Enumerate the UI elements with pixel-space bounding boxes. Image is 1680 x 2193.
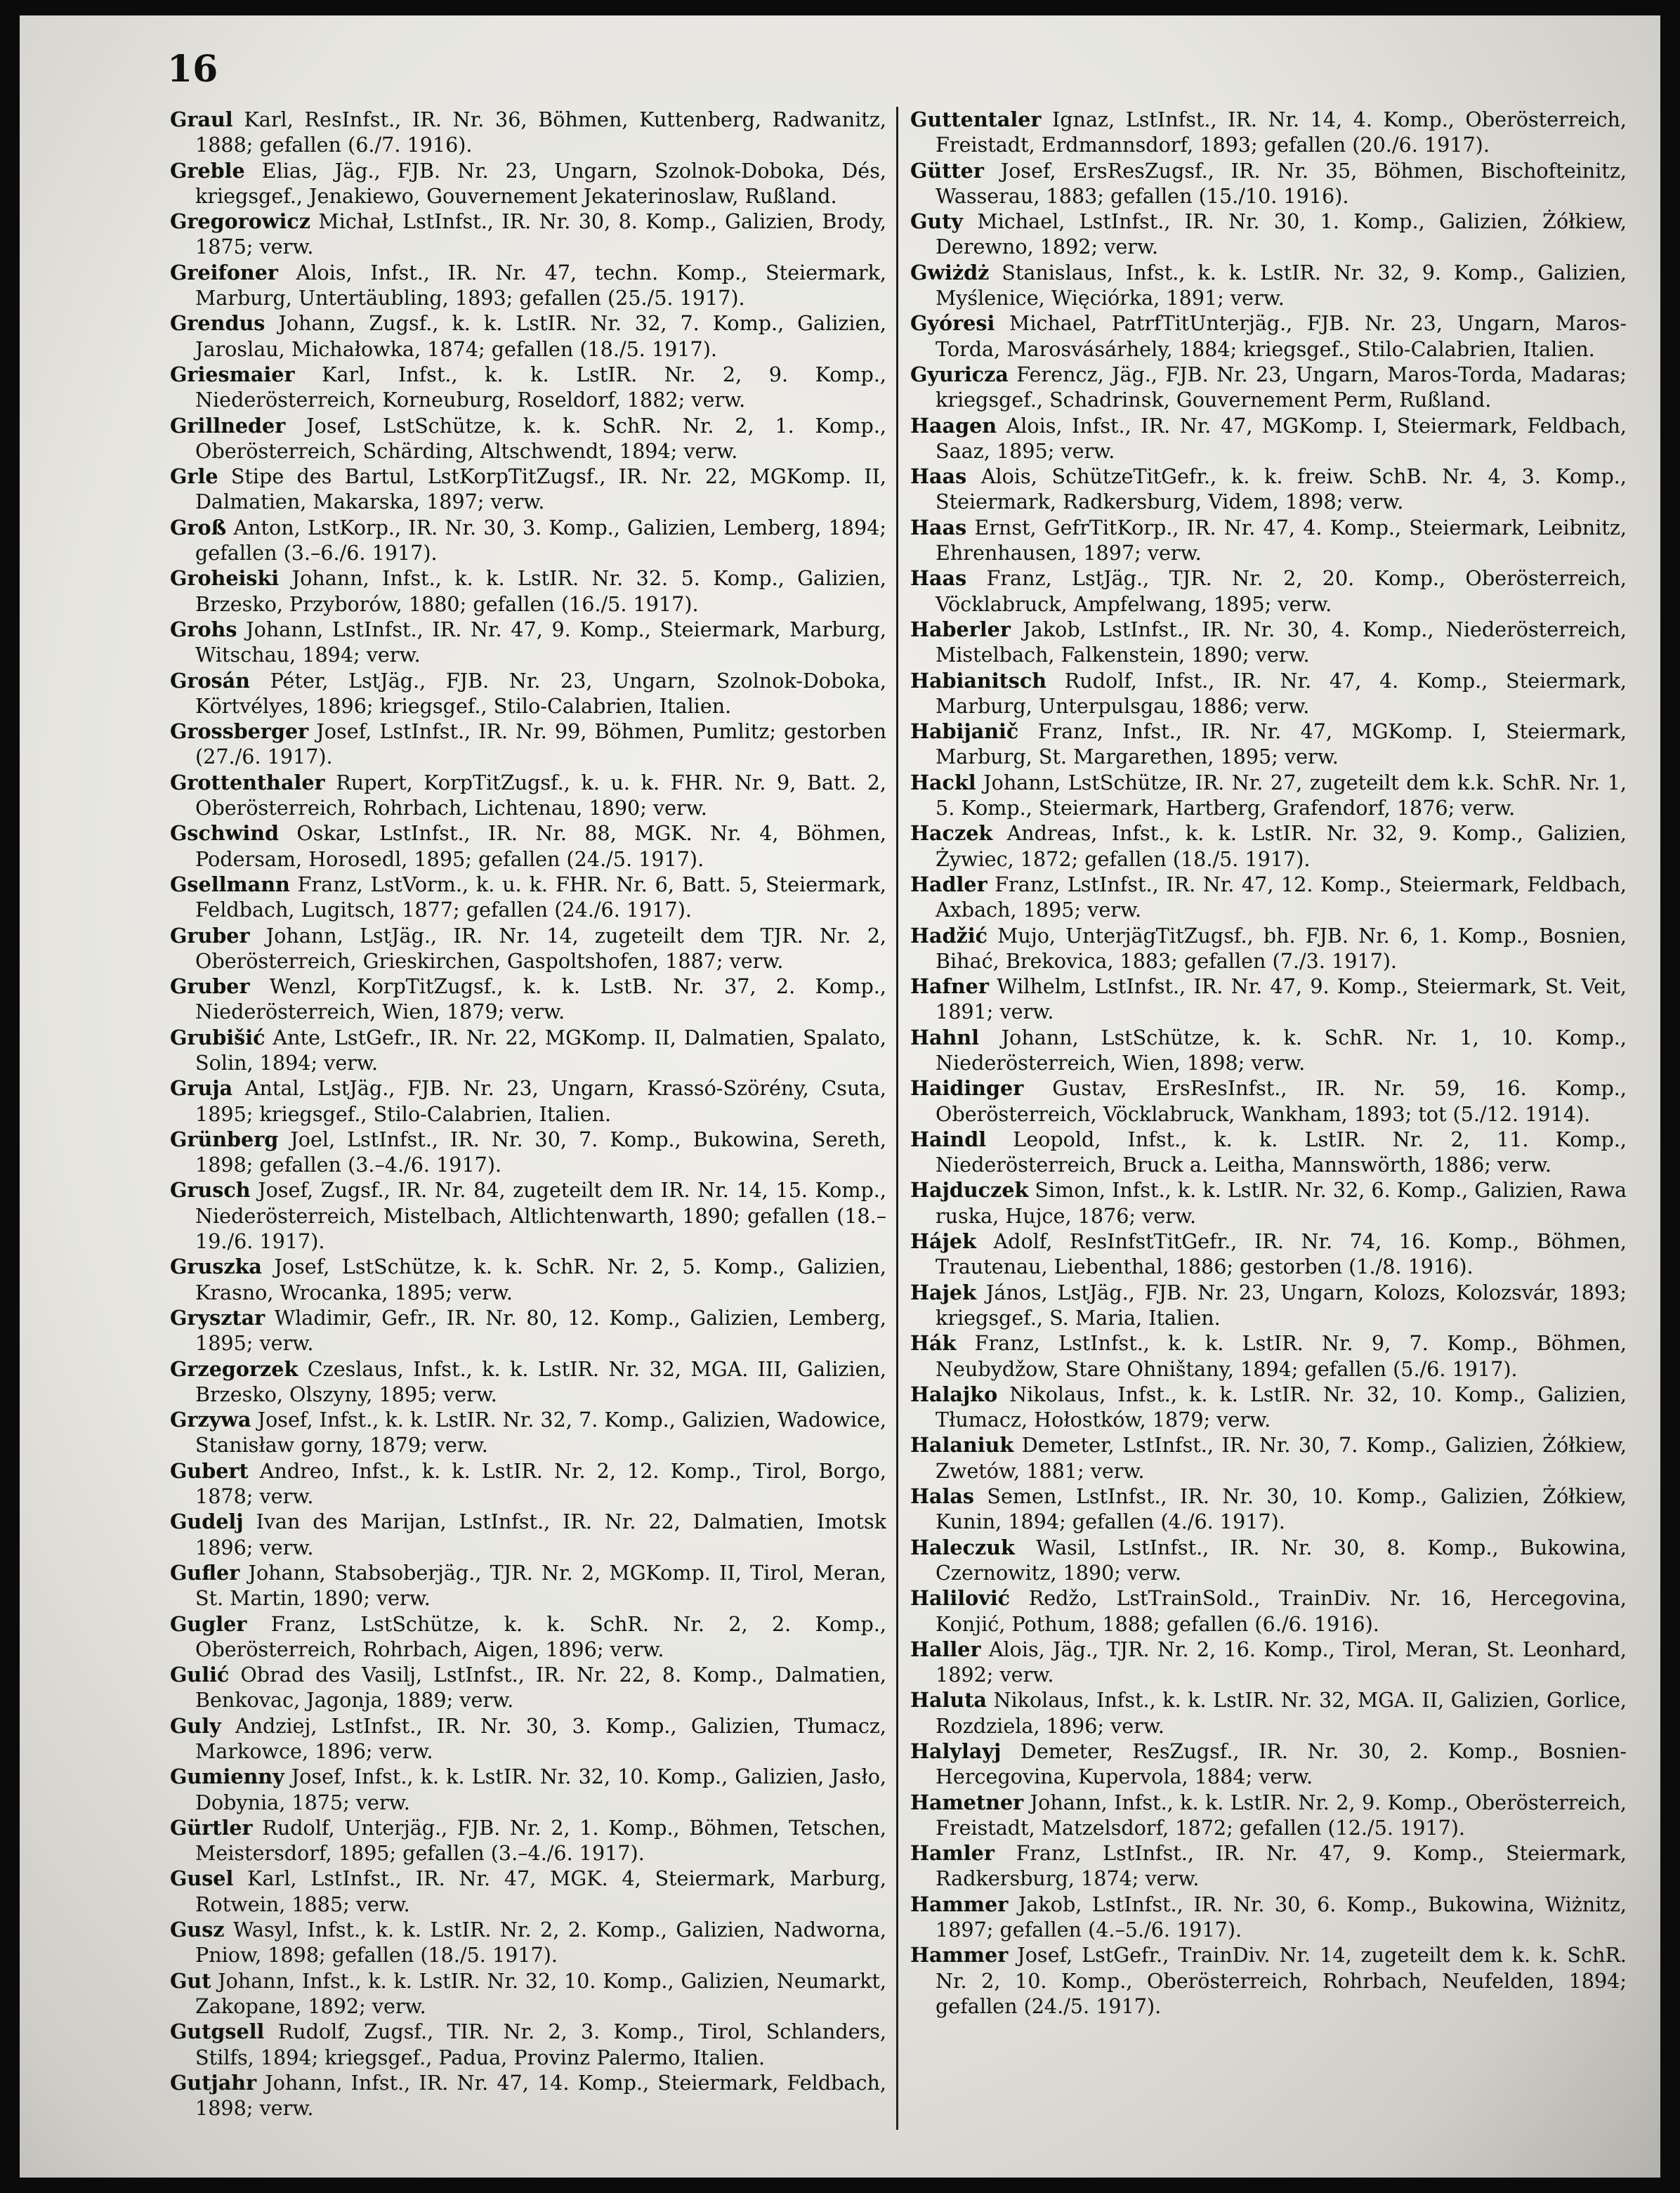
entry-surname: Gugler — [170, 1611, 247, 1636]
register-entry — [170, 974, 886, 1025]
document-page — [20, 15, 1660, 2178]
entry-details: Johann, Infst., k. k. LstIR. Nr. 32. 5. Komp., Galizien, Brzesko, Przyborów, 1880; gefallen (16./5. 1917). — [195, 566, 886, 616]
entry-details: Andreas, Infst., k. k. LstIR. Nr. 32, 9. Komp., Galizien, Żywiec, 1872; gefallen (18./5. 1917). — [936, 821, 1627, 871]
entry-surname: Habianitsch — [910, 668, 1047, 693]
entry-details: Michael, PatrfTitUnterjäg., FJB. Nr. 23, Ungarn, Maros-Torda, Marosvásárhely, 1884; kriegsgef., Stilo-Calabrien, Italien. — [936, 311, 1627, 361]
register-entry — [910, 872, 1627, 923]
entry-details: Simon, Infst., k. k. LstIR. Nr. 32, 6. Komp., Galizien, Rawa ruska, Hujce, 1876; verw. — [936, 1178, 1627, 1228]
entry-details: Oskar, LstInfst., IR. Nr. 88, MGK. Nr. 4, Böhmen, Podersam, Horosedl, 1895; gefallen (24./5. 1917). — [195, 821, 886, 871]
entry-details: Michael, LstInfst., IR. Nr. 30, 1. Komp., Galizien, Żółkiew, Derewno, 1892; verw. — [936, 209, 1627, 259]
entry-surname: Haluta — [910, 1688, 987, 1713]
entry-surname: Haczek — [910, 821, 993, 846]
register-entry — [910, 923, 1627, 974]
entry-surname: Grohs — [170, 617, 237, 641]
register-entry — [170, 1815, 886, 1866]
entry-surname: Gyuricza — [910, 362, 1009, 386]
entry-surname: Grubišić — [170, 1025, 265, 1049]
entry-surname: Gumienny — [170, 1765, 284, 1789]
entry-details: Wasil, LstInfst., IR. Nr. 30, 8. Komp., Bukowina, Czernowitz, 1890; verw. — [936, 1535, 1627, 1585]
entry-surname: Hammer — [910, 1943, 1009, 1968]
entry-surname: Haas — [910, 566, 967, 591]
register-entry — [170, 565, 886, 617]
register-entry — [170, 1127, 886, 1178]
entry-surname: Gulić — [170, 1663, 230, 1687]
register-entry — [170, 1866, 886, 1917]
entry-details: Nikolaus, Infst., k. k. LstIR. Nr. 32, 10. Komp., Galizien, Tłumacz, Hołostków, 1879; verw. — [936, 1382, 1627, 1432]
entry-details: Demeter, ResZugsf., IR. Nr. 30, 2. Komp., Bosnien-Hercegovina, Kupervola, 1884; verw. — [936, 1739, 1627, 1789]
entry-details: Johann, Infst., IR. Nr. 47, 14. Komp., Steiermark, Feldbach, 1898; verw. — [195, 2070, 886, 2121]
entry-details: Rudolf, Zugsf., TIR. Nr. 2, 3. Komp., Tirol, Schlanders, Stilfs, 1894; kriegsgef., Padua, Provinz Palermo, Italien. — [195, 2019, 886, 2069]
entry-details: Ignaz, LstInfst., IR. Nr. 14, 4. Komp., Oberösterreich, Freistadt, Erdmannsdorf, 1893; gefallen (20./6. 1917). — [936, 107, 1627, 157]
entry-surname: Grottenthaler — [170, 770, 325, 794]
entry-surname: Hadler — [910, 872, 987, 896]
register-entry — [910, 413, 1627, 464]
entry-surname: Hafner — [910, 974, 989, 999]
register-entry — [910, 515, 1627, 566]
register-entry — [910, 617, 1627, 668]
register-entry — [170, 1075, 886, 1127]
entry-details: Ante, LstGefr., IR. Nr. 22, MGKomp. II, Dalmatien, Spalato, Solin, 1894; verw. — [195, 1025, 886, 1075]
entry-surname: Hamler — [910, 1841, 995, 1866]
entry-details: Wladimir, Gefr., IR. Nr. 80, 12. Komp., Galizien, Lemberg, 1895; verw. — [195, 1305, 886, 1356]
register-entry — [170, 1968, 886, 2019]
entry-details: Michał, LstInfst., IR. Nr. 30, 8. Komp., Galizien, Brody, 1875; verw. — [195, 209, 886, 259]
register-entry — [910, 1432, 1627, 1484]
entry-surname: Halylayj — [910, 1739, 1002, 1763]
entry-details: Wilhelm, LstInfst., IR. Nr. 47, 9. Komp., Steiermark, St. Veit, 1891; verw. — [936, 974, 1627, 1024]
entry-details: Karl, Infst., k. k. LstIR. Nr. 2, 9. Komp., Niederösterreich, Korneuburg, Roseldorf, 1882; verw. — [195, 362, 886, 412]
register-entry — [170, 770, 886, 821]
entry-details: Franz, LstInfst., k. k. LstIR. Nr. 9, 7. Komp., Böhmen, Neubydžow, Stare Ohništany, 1894; gefallen (5./6. 1917). — [936, 1331, 1627, 1381]
register-entry — [170, 1407, 886, 1458]
entry-surname: Hajduczek — [910, 1178, 1029, 1203]
register-entry — [910, 260, 1627, 311]
entry-surname: Guly — [170, 1713, 221, 1738]
entry-details: Mujo, UnterjägTitZugsf., bh. FJB. Nr. 6, 1. Komp., Bosnien, Bihać, Brekovica, 1883; gefallen (7./3. 1917). — [936, 923, 1627, 973]
entry-details: Ivan des Marijan, LstInfst., IR. Nr. 22, Dalmatien, Imotsk 1896; verw. — [195, 1510, 886, 1559]
column-divider — [896, 107, 898, 2130]
register-entry — [170, 2019, 886, 2070]
entry-surname: Grosán — [170, 668, 250, 693]
register-entry — [170, 719, 886, 770]
entry-surname: Hajek — [910, 1280, 976, 1304]
register-entry — [170, 260, 886, 311]
entry-surname: Gubert — [170, 1458, 249, 1483]
register-entry — [170, 872, 886, 923]
entry-details: Alois, Jäg., TJR. Nr. 2, 16. Komp., Tirol, Meran, St. Leonhard, 1892; verw. — [936, 1637, 1627, 1687]
entry-details: Josef, Infst., k. k. LstIR. Nr. 32, 10. Komp., Galizien, Jasło, Dobynia, 1875; verw. — [195, 1765, 886, 1814]
entry-surname: Gruja — [170, 1076, 233, 1101]
entry-surname: Hadžić — [910, 923, 988, 948]
entry-details: Rudolf, Unterjäg., FJB. Nr. 2, 1. Komp., Böhmen, Tetschen, Meistersdorf, 1895; gefallen (3.–4./6. 1917). — [195, 1815, 886, 1866]
entry-details: Elias, Jäg., FJB. Nr. 23, Ungarn, Szolnok-Doboka, Dés, kriegsgef., Jenakiewo, Gouvernement Jekaterinoslaw, Rußland. — [195, 158, 886, 208]
entry-surname: Grle — [170, 464, 218, 489]
register-entry — [910, 565, 1627, 617]
entry-surname: Halas — [910, 1484, 975, 1509]
entry-surname: Gudelj — [170, 1510, 244, 1534]
entry-surname: Halajko — [910, 1382, 998, 1406]
right-column — [910, 107, 1627, 2019]
entry-surname: Grendus — [170, 311, 265, 336]
entry-details: Johann, Infst., k. k. LstIR. Nr. 2, 9. Komp., Oberösterreich, Freistadt, Matzelsdorf, 1872; gefallen (12./5. 1917). — [936, 1790, 1627, 1840]
register-entry — [910, 464, 1627, 515]
entry-surname: Grünberg — [170, 1127, 279, 1151]
register-entry — [910, 1892, 1627, 1943]
entry-details: Redžo, LstTrainSold., TrainDiv. Nr. 16, Hercegovina, Konjić, Pothum, 1888; gefallen (6./6. 1916). — [936, 1586, 1627, 1636]
register-entry — [170, 209, 886, 260]
entry-details: Johann, Infst., k. k. LstIR. Nr. 32, 10. Komp., Galizien, Neumarkt, Zakopane, 1892; verw. — [195, 1968, 886, 2018]
entry-surname: Haller — [910, 1637, 981, 1661]
entry-details: Johann, LstSchütze, IR. Nr. 27, zugeteilt dem k.k. SchR. Nr. 1, 5. Komp., Steiermark, Hartberg, Grafendorf, 1876; verw. — [936, 770, 1627, 820]
entry-details: Franz, LstSchütze, k. k. SchR. Nr. 2, 2. Komp., Oberösterreich, Rohrbach, Aigen, 1896; verw. — [195, 1611, 886, 1661]
entry-details: Stanislaus, Infst., k. k. LstIR. Nr. 32, 9. Komp., Galizien, Myślenice, Więciórka, 1891; verw. — [936, 260, 1627, 310]
register-entry — [910, 1280, 1627, 1331]
entry-surname: Groheiski — [170, 566, 280, 591]
entry-surname: Haas — [910, 515, 967, 539]
register-entry — [910, 770, 1627, 821]
entry-details: Karl, LstInfst., IR. Nr. 47, MGK. 4, Steiermark, Marburg, Rotwein, 1885; verw. — [195, 1866, 886, 1916]
entry-details: Josef, LstSchütze, k. k. SchR. Nr. 2, 1. Komp., Oberösterreich, Schärding, Altschwendt, 1894; verw. — [195, 413, 886, 463]
entry-surname: Gufler — [170, 1560, 240, 1585]
register-entry — [170, 1764, 886, 1815]
entry-details: Rupert, KorpTitZugsf., k. u. k. FHR. Nr. 9, Batt. 2, Oberösterreich, Rohrbach, Lichtenau, 1890; verw. — [195, 770, 886, 820]
register-entry — [910, 107, 1627, 158]
entry-details: Semen, LstInfst., IR. Nr. 30, 10. Komp., Galizien, Żółkiew, Kunin, 1894; gefallen (4./6. 1917). — [936, 1484, 1627, 1534]
register-entry — [170, 1254, 886, 1305]
register-entry — [910, 719, 1627, 770]
entry-surname: Hájek — [910, 1229, 976, 1254]
entry-details: Adolf, ResInfstTitGefr., IR. Nr. 74, 16. Komp., Böhmen, Trautenau, Liebenthal, 1886; gestorben (1./8. 1916). — [936, 1229, 1627, 1279]
entry-surname: Greble — [170, 158, 245, 183]
entry-details: Karl, ResInfst., IR. Nr. 36, Böhmen, Kuttenberg, Radwanitz, 1888; gefallen (6./7. 1916). — [195, 107, 886, 157]
entry-surname: Gyóresi — [910, 311, 995, 336]
entry-details: Jakob, LstInfst., IR. Nr. 30, 4. Komp., Niederösterreich, Mistelbach, Falkenstein, 1890; verw. — [936, 617, 1627, 667]
entry-details: Johann, LstJäg., IR. Nr. 14, zugeteilt dem TJR. Nr. 2, Oberösterreich, Grieskirchen, Gaspoltshofen, 1887; verw. — [195, 923, 886, 973]
register-entry — [170, 1509, 886, 1560]
register-entry — [910, 1840, 1627, 1892]
entry-details: Jakob, LstInfst., IR. Nr. 30, 6. Komp., Bukowina, Wiżnitz, 1897; gefallen (4.–5./6. 1917). — [936, 1892, 1627, 1942]
entry-surname: Gruber — [170, 923, 250, 948]
register-entry — [170, 1356, 886, 1408]
register-entry — [170, 1458, 886, 1510]
entry-surname: Guty — [910, 209, 964, 234]
entry-details: Josef, LstSchütze, k. k. SchR. Nr. 2, 5. Komp., Galizien, Krasno, Wrocanka, 1895; verw. — [195, 1255, 886, 1304]
entry-surname: Hametner — [910, 1790, 1024, 1814]
entry-details: Gustav, ErsResInfst., IR. Nr. 59, 16. Komp., Oberösterreich, Vöcklabruck, Wankham, 1893; tot (5./12. 1914). — [936, 1076, 1627, 1126]
register-entry — [910, 1637, 1627, 1688]
entry-details: Joel, LstInfst., IR. Nr. 30, 7. Komp., Bukowina, Sereth, 1898; gefallen (3.–4./6. 1917). — [195, 1127, 886, 1177]
entry-details: Alois, SchützeTitGefr., k. k. freiw. SchB. Nr. 4, 3. Komp., Steiermark, Radkersburg, Videm, 1898; verw. — [936, 464, 1627, 514]
entry-details: Josef, Infst., k. k. LstIR. Nr. 32, 7. Komp., Galizien, Wadowice, Stanisław gorny, 1879; verw. — [195, 1408, 886, 1458]
entry-surname: Grzywa — [170, 1408, 251, 1432]
entry-details: Stipe des Bartul, LstKorpTitZugsf., IR. Nr. 22, MGKomp. II, Dalmatien, Makarska, 1897; verw. — [195, 464, 886, 514]
entry-surname: Hackl — [910, 770, 976, 794]
entry-details: Franz, LstJäg., TJR. Nr. 2, 20. Komp., Oberösterreich, Vöcklabruck, Ampfelwang, 1895; verw. — [936, 566, 1627, 616]
register-entry — [910, 1942, 1627, 2019]
entry-details: Wasyl, Infst., k. k. LstIR. Nr. 2, 2. Komp., Galizien, Nadworna, Pniow, 1898; gefallen (18./5. 1917). — [195, 1918, 886, 1968]
entry-details: Josef, LstGefr., TrainDiv. Nr. 14, zugeteilt dem k. k. SchR. Nr. 2, 10. Komp., Oberösterreich, Rohrbach, Neufelden, 1894; gefallen (24./5. 1917). — [936, 1943, 1627, 2018]
entry-surname: Gwiżdż — [910, 260, 990, 284]
register-entry — [910, 1330, 1627, 1382]
entry-details: Péter, LstJäg., FJB. Nr. 23, Ungarn, Szolnok-Doboka, Körtvélyes, 1896; kriegsgef., Stilo-Calabrien, Italien. — [195, 668, 886, 718]
entry-surname: Gusz — [170, 1918, 225, 1942]
entry-details: Josef, LstInfst., IR. Nr. 99, Böhmen, Pumlitz; gestorben (27./6. 1917). — [195, 719, 886, 769]
entry-surname: Gruszka — [170, 1255, 262, 1279]
entry-surname: Haindl — [910, 1127, 987, 1151]
entry-surname: Hahnl — [910, 1025, 979, 1049]
entry-details: Franz, Infst., IR. Nr. 47, MGKomp. I, Steiermark, Marburg, St. Margarethen, 1895; verw. — [936, 719, 1627, 769]
register-entry — [910, 362, 1627, 413]
register-entry — [910, 1790, 1627, 1841]
register-entry — [170, 1662, 886, 1713]
entry-surname: Grusch — [170, 1178, 251, 1203]
entry-details: Franz, LstInfst., IR. Nr. 47, 9. Komp., Steiermark, Radkersburg, 1874; verw. — [936, 1841, 1627, 1891]
register-entry — [910, 1075, 1627, 1127]
page-number: 16 — [167, 48, 218, 91]
entry-details: Josef, ErsResZugsf., IR. Nr. 35, Böhmen, Bischofteinitz, Wasserau, 1883; gefallen (15./10. 1916). — [936, 158, 1627, 208]
entry-surname: Gut — [170, 1968, 211, 1993]
register-entry — [170, 617, 886, 668]
register-entry — [170, 1025, 886, 1076]
entry-details: Johann, Zugsf., k. k. LstIR. Nr. 32, 7. Komp., Galizien, Jaroslau, Michałowka, 1874; gefallen (18./5. 1917). — [195, 311, 886, 361]
entry-surname: Griesmaier — [170, 362, 295, 386]
register-entry — [910, 974, 1627, 1025]
register-entry — [910, 158, 1627, 209]
entry-details: Czeslaus, Infst., k. k. LstIR. Nr. 32, MGA. III, Galizien, Brzesko, Olszyny, 1895; verw. — [195, 1356, 886, 1406]
register-entry — [910, 820, 1627, 872]
register-entry — [910, 310, 1627, 362]
entry-details: Ernst, GefrTitKorp., IR. Nr. 47, 4. Komp., Steiermark, Leibnitz, Ehrenhausen, 1897; verw. — [936, 515, 1627, 565]
register-entry — [910, 1229, 1627, 1280]
entry-surname: Grossberger — [170, 719, 309, 744]
entry-surname: Gutjahr — [170, 2070, 257, 2095]
register-entry — [910, 1127, 1627, 1178]
entry-details: Rudolf, Infst., IR. Nr. 47, 4. Komp., Steiermark, Marburg, Unterpulsgau, 1886; verw. — [936, 668, 1627, 718]
entry-details: Antal, LstJäg., FJB. Nr. 23, Ungarn, Krassó-Szörény, Csuta, 1895; kriegsgef., Stilo-Calabrien, Italien. — [195, 1076, 886, 1126]
left-column — [170, 107, 886, 2121]
register-entry — [170, 158, 886, 209]
entry-surname: Greifoner — [170, 260, 278, 284]
register-entry — [170, 1917, 886, 1968]
entry-surname: Haagen — [910, 413, 997, 438]
register-entry — [910, 1585, 1627, 1637]
register-entry — [170, 464, 886, 515]
entry-surname: Graul — [170, 107, 233, 131]
entry-details: Andreo, Infst., k. k. LstIR. Nr. 2, 12. Komp., Tirol, Borgo, 1878; verw. — [195, 1458, 886, 1509]
entry-surname: Hammer — [910, 1892, 1009, 1916]
register-entry — [170, 310, 886, 362]
register-entry — [910, 1025, 1627, 1076]
entry-surname: Habijanič — [910, 719, 1019, 744]
register-entry — [170, 1611, 886, 1663]
entry-surname: Gschwind — [170, 821, 279, 846]
register-entry — [910, 1687, 1627, 1739]
entry-surname: Hák — [910, 1331, 957, 1356]
register-entry — [910, 1177, 1627, 1229]
register-entry — [170, 362, 886, 413]
entry-surname: Guttentaler — [910, 107, 1042, 131]
register-entry — [170, 1560, 886, 1611]
entry-surname: Haas — [910, 464, 967, 489]
register-entry — [910, 209, 1627, 260]
entry-surname: Gürtler — [170, 1815, 253, 1840]
entry-details: Franz, LstVorm., k. u. k. FHR. Nr. 6, Batt. 5, Steiermark, Feldbach, Lugitsch, 1877; gefallen (24./6. 1917). — [195, 872, 886, 922]
entry-surname: Haberler — [910, 617, 1011, 641]
entry-details: Obrad des Vasilj, LstInfst., IR. Nr. 22, 8. Komp., Dalmatien, Benkovac, Jagonja, 1889; verw. — [195, 1663, 886, 1713]
register-entry — [170, 1177, 886, 1254]
entry-surname: Gusel — [170, 1866, 234, 1891]
register-entry — [910, 1382, 1627, 1433]
entry-details: Leopold, Infst., k. k. LstIR. Nr. 2, 11. Komp., Niederösterreich, Bruck a. Leitha, Mannswörth, 1886; verw. — [936, 1127, 1627, 1177]
entry-surname: Halaniuk — [910, 1433, 1014, 1458]
entry-surname: Gütter — [910, 158, 984, 183]
entry-surname: Grysztar — [170, 1305, 265, 1330]
entry-surname: Gutgsell — [170, 2019, 265, 2044]
entry-details: János, LstJäg., FJB. Nr. 23, Ungarn, Kolozs, Kolozsvár, 1893; kriegsgef., S. Maria, Italien. — [936, 1280, 1627, 1330]
entry-surname: Groß — [170, 515, 227, 539]
entry-surname: Grzegorzek — [170, 1356, 298, 1381]
register-entry — [910, 668, 1627, 719]
register-entry — [170, 1305, 886, 1356]
register-entry — [170, 515, 886, 566]
entry-details: Johann, LstInfst., IR. Nr. 47, 9. Komp., Steiermark, Marburg, Witschau, 1894; verw. — [195, 617, 886, 667]
entry-surname: Gregorowicz — [170, 209, 311, 234]
entry-details: Andziej, LstInfst., IR. Nr. 30, 3. Komp., Galizien, Tłumacz, Markowce, 1896; verw. — [195, 1713, 886, 1763]
entry-details: Nikolaus, Infst., k. k. LstIR. Nr. 32, MGA. II, Galizien, Gorlice, Rozdziela, 1896; verw. — [936, 1688, 1627, 1738]
entry-details: Josef, Zugsf., IR. Nr. 84, zugeteilt dem IR. Nr. 14, 15. Komp., Niederösterreich, Mistelbach, Altlichtenwarth, 1890; gefallen (18.–19./6. 1917). — [195, 1178, 886, 1254]
entry-surname: Haleczuk — [910, 1535, 1015, 1559]
entry-surname: Gruber — [170, 974, 250, 999]
register-entry — [910, 1535, 1627, 1586]
register-entry — [170, 668, 886, 719]
entry-surname: Halilović — [910, 1586, 1011, 1611]
entry-details: Alois, Infst., IR. Nr. 47, techn. Komp., Steiermark, Marburg, Untertäubling, 1893; gefallen (25./5. 1917). — [195, 260, 886, 310]
register-entry — [170, 1713, 886, 1765]
register-entry — [910, 1484, 1627, 1535]
entry-details: Johann, Stabsoberjäg., TJR. Nr. 2, MGKomp. II, Tirol, Meran, St. Martin, 1890; verw. — [195, 1560, 886, 1611]
register-entry — [910, 1739, 1627, 1790]
entry-details: Ferencz, Jäg., FJB. Nr. 23, Ungarn, Maros-Torda, Madaras; kriegsgef., Schadrinsk, Gouvernement Perm, Rußland. — [936, 362, 1627, 412]
entry-surname: Gsellmann — [170, 872, 290, 896]
entry-details: Demeter, LstInfst., IR. Nr. 30, 7. Komp., Galizien, Żółkiew, Zwetów, 1881; verw. — [936, 1433, 1627, 1483]
entry-details: Wenzl, KorpTitZugsf., k. k. LstB. Nr. 37, 2. Komp., Niederösterreich, Wien, 1879; verw. — [195, 974, 886, 1024]
register-entry — [170, 820, 886, 872]
entry-details: Johann, LstSchütze, k. k. SchR. Nr. 1, 10. Komp., Niederösterreich, Wien, 1898; verw. — [936, 1025, 1627, 1075]
entry-details: Alois, Infst., IR. Nr. 47, MGKomp. I, Steiermark, Feldbach, Saaz, 1895; verw. — [936, 413, 1627, 463]
entry-details: Franz, LstInfst., IR. Nr. 47, 12. Komp., Steiermark, Feldbach, Axbach, 1895; verw. — [936, 872, 1627, 922]
register-entry — [170, 923, 886, 974]
register-entry — [170, 107, 886, 158]
entry-details: Anton, LstKorp., IR. Nr. 30, 3. Komp., Galizien, Lemberg, 1894; gefallen (3.–6./6. 1917). — [195, 515, 886, 565]
register-entry — [170, 413, 886, 464]
entry-surname: Grillneder — [170, 413, 286, 438]
entry-surname: Haidinger — [910, 1076, 1024, 1101]
register-entry — [170, 2070, 886, 2121]
